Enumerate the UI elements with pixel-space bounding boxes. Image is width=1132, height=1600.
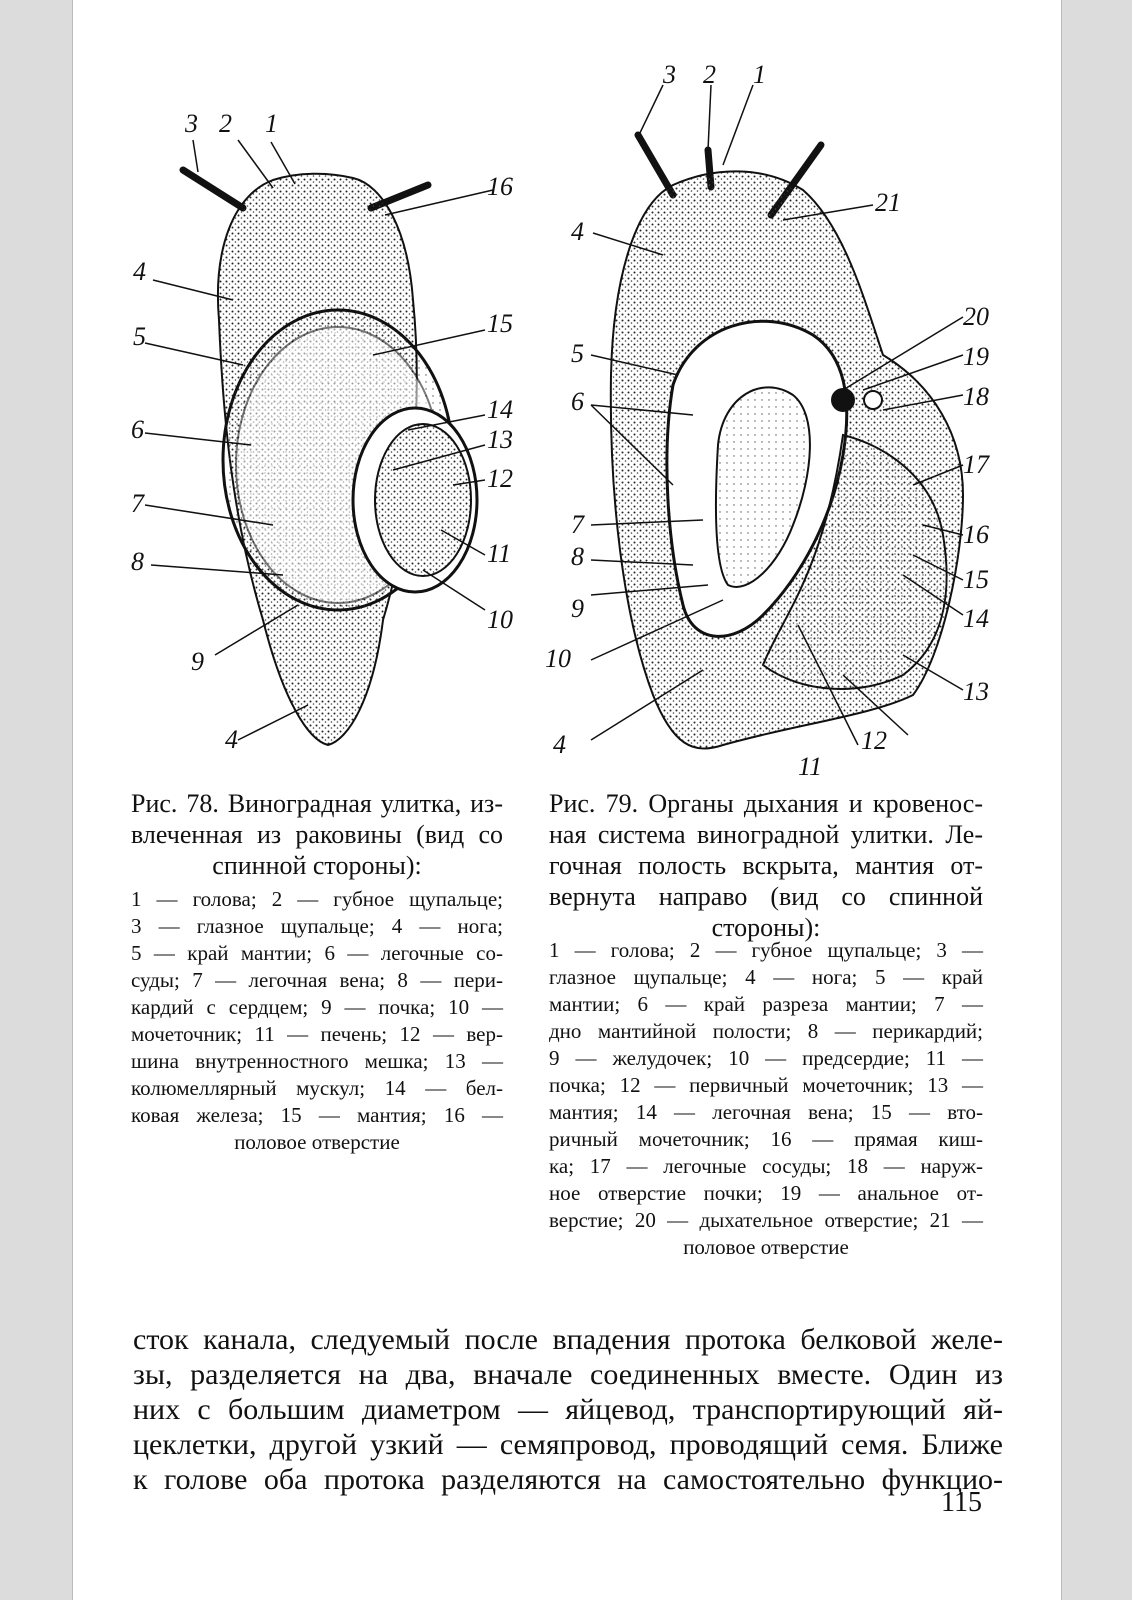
legend-line: кардий с сердцем; 9 — почка; 10 —	[131, 995, 503, 1019]
body-paragraph	[133, 1322, 1003, 1497]
legend-line: 5 — край мантии; 6 — легочные со-	[131, 941, 503, 965]
legend-line: 9 — желудочек; 10 — предсердие; 11 —	[549, 1046, 983, 1070]
figure-79-legend	[549, 937, 983, 1261]
caption-line: влеченная из раковины (вид со	[131, 820, 503, 849]
figure-78-snail-dorsal	[123, 100, 563, 760]
legend-line: половое отверстие	[234, 1130, 400, 1154]
fig79-label-20: 20	[963, 302, 989, 331]
legend-line: верстие; 20 — дыхательное отверстие; 21 —	[549, 1208, 983, 1232]
legend-line: ковая железа; 15 — мантия; 16 —	[131, 1103, 503, 1127]
body-line: цеклетки, другой узкий — семяпровод, проводящий семя. Ближе	[133, 1428, 1003, 1461]
caption-line: ная система виноградной улитки. Ле-	[549, 820, 983, 849]
legend-line: колюмеллярный мускул; 14 — бел-	[131, 1076, 503, 1100]
page-number: 115	[941, 1487, 982, 1518]
fig79-label-6: 6	[571, 387, 584, 416]
fig78-label-16: 16	[487, 172, 513, 201]
fig79-label-4: 4	[571, 217, 584, 246]
fig79-label-10: 10	[545, 644, 571, 673]
fig79-label-19: 19	[963, 342, 989, 371]
legend-line: мочеточник; 11 — печень; 12 — вер-	[131, 1022, 503, 1046]
fig79-label-7: 7	[571, 510, 584, 539]
legend-line: дно мантийной полости; 8 — перикардий;	[549, 1019, 983, 1043]
fig78-label-1: 1	[265, 109, 278, 138]
fig78-label-8: 8	[131, 547, 144, 576]
fig78-label-6: 6	[131, 415, 144, 444]
figure-79-respiratory-system	[543, 55, 1013, 780]
legend-line: шина внутренностного мешка; 13 —	[131, 1049, 503, 1073]
fig78-label-9: 9	[191, 647, 204, 676]
fig79-label-14: 14	[963, 604, 989, 633]
fig79-label-13: 13	[963, 677, 989, 706]
caption-line: Рис. 78. Виноградная улитка, из-	[131, 789, 503, 818]
legend-line: мантия; 14 — легочная вена; 15 — вто-	[549, 1100, 983, 1124]
fig78-label-2: 2	[219, 109, 232, 138]
fig78-label-4: 4	[133, 257, 146, 286]
body-line: зы, разделяется на два, вначале соединенных вместе. Один из	[133, 1358, 1003, 1391]
body-line: сток канала, следуемый после впадения протока белковой желе-	[133, 1323, 1003, 1356]
legend-line: глазное щупальце; 4 — нога; 5 — край	[549, 965, 983, 989]
fig78-label-11: 11	[487, 539, 512, 568]
legend-line: ричный мочеточник; 16 — прямая киш-	[549, 1127, 983, 1151]
fig79-label-2: 2	[703, 60, 716, 89]
figure-78-caption-title	[131, 788, 503, 881]
legend-line: ка; 17 — легочные сосуды; 18 — наруж-	[549, 1154, 983, 1178]
legend-line: ное отверстие почки; 19 — анальное от-	[549, 1181, 983, 1205]
fig78-label-14: 14	[487, 395, 513, 424]
fig79-label-9: 9	[571, 594, 584, 623]
book-page	[72, 0, 1062, 1600]
fig79-label-8: 8	[571, 542, 584, 571]
fig79-label-16: 16	[963, 520, 989, 549]
legend-line: 1 — голова; 2 — губное щупальце; 3 —	[549, 938, 983, 962]
caption-line: стороны):	[711, 913, 821, 942]
fig78-label-7: 7	[131, 489, 144, 518]
fig79-label-21: 21	[875, 188, 901, 217]
fig78-label-15: 15	[487, 309, 513, 338]
caption-line: Рис. 79. Органы дыхания и кровенос-	[549, 789, 983, 818]
fig79-label-15: 15	[963, 565, 989, 594]
legend-line: суды; 7 — легочная вена; 8 — пери-	[131, 968, 503, 992]
fig78-label-4b: 4	[225, 725, 238, 754]
fig79-label-11: 11	[798, 752, 823, 780]
legend-line: 1 — голова; 2 — губное щупальце;	[131, 887, 503, 911]
fig79-label-18: 18	[963, 382, 989, 411]
caption-line: спинной стороны):	[212, 851, 422, 880]
legend-line: 3 — глазное щупальце; 4 — нога;	[131, 914, 503, 938]
fig78-label-10: 10	[487, 605, 513, 634]
body-line: к голове оба протока разделяются на самостоятельно функцио-	[133, 1463, 1003, 1496]
fig79-label-5: 5	[571, 339, 584, 368]
fig78-label-13: 13	[487, 425, 513, 454]
fig78-label-5: 5	[133, 322, 146, 351]
legend-line: мантии; 6 — край разреза мантии; 7 —	[549, 992, 983, 1016]
caption-line: гочная полость вскрыта, мантия от-	[549, 851, 983, 880]
caption-line: вернута направо (вид со спинной	[549, 882, 983, 911]
figure-78-legend	[131, 886, 503, 1156]
fig79-label-1: 1	[753, 60, 766, 89]
legend-line: половое отверстие	[683, 1235, 849, 1259]
fig79-label-4b: 4	[553, 730, 566, 759]
fig79-label-3: 3	[663, 60, 676, 89]
fig78-label-12: 12	[487, 464, 513, 493]
legend-line: почка; 12 — первичный мочеточник; 13 —	[549, 1073, 983, 1097]
body-line: них с большим диаметром — яйцевод, транспортирующий яй-	[133, 1393, 1003, 1426]
fig79-label-12: 12	[861, 726, 887, 755]
figure-79-caption-title	[549, 788, 983, 943]
fig78-label-3: 3	[185, 109, 198, 138]
fig79-label-17: 17	[963, 450, 989, 479]
